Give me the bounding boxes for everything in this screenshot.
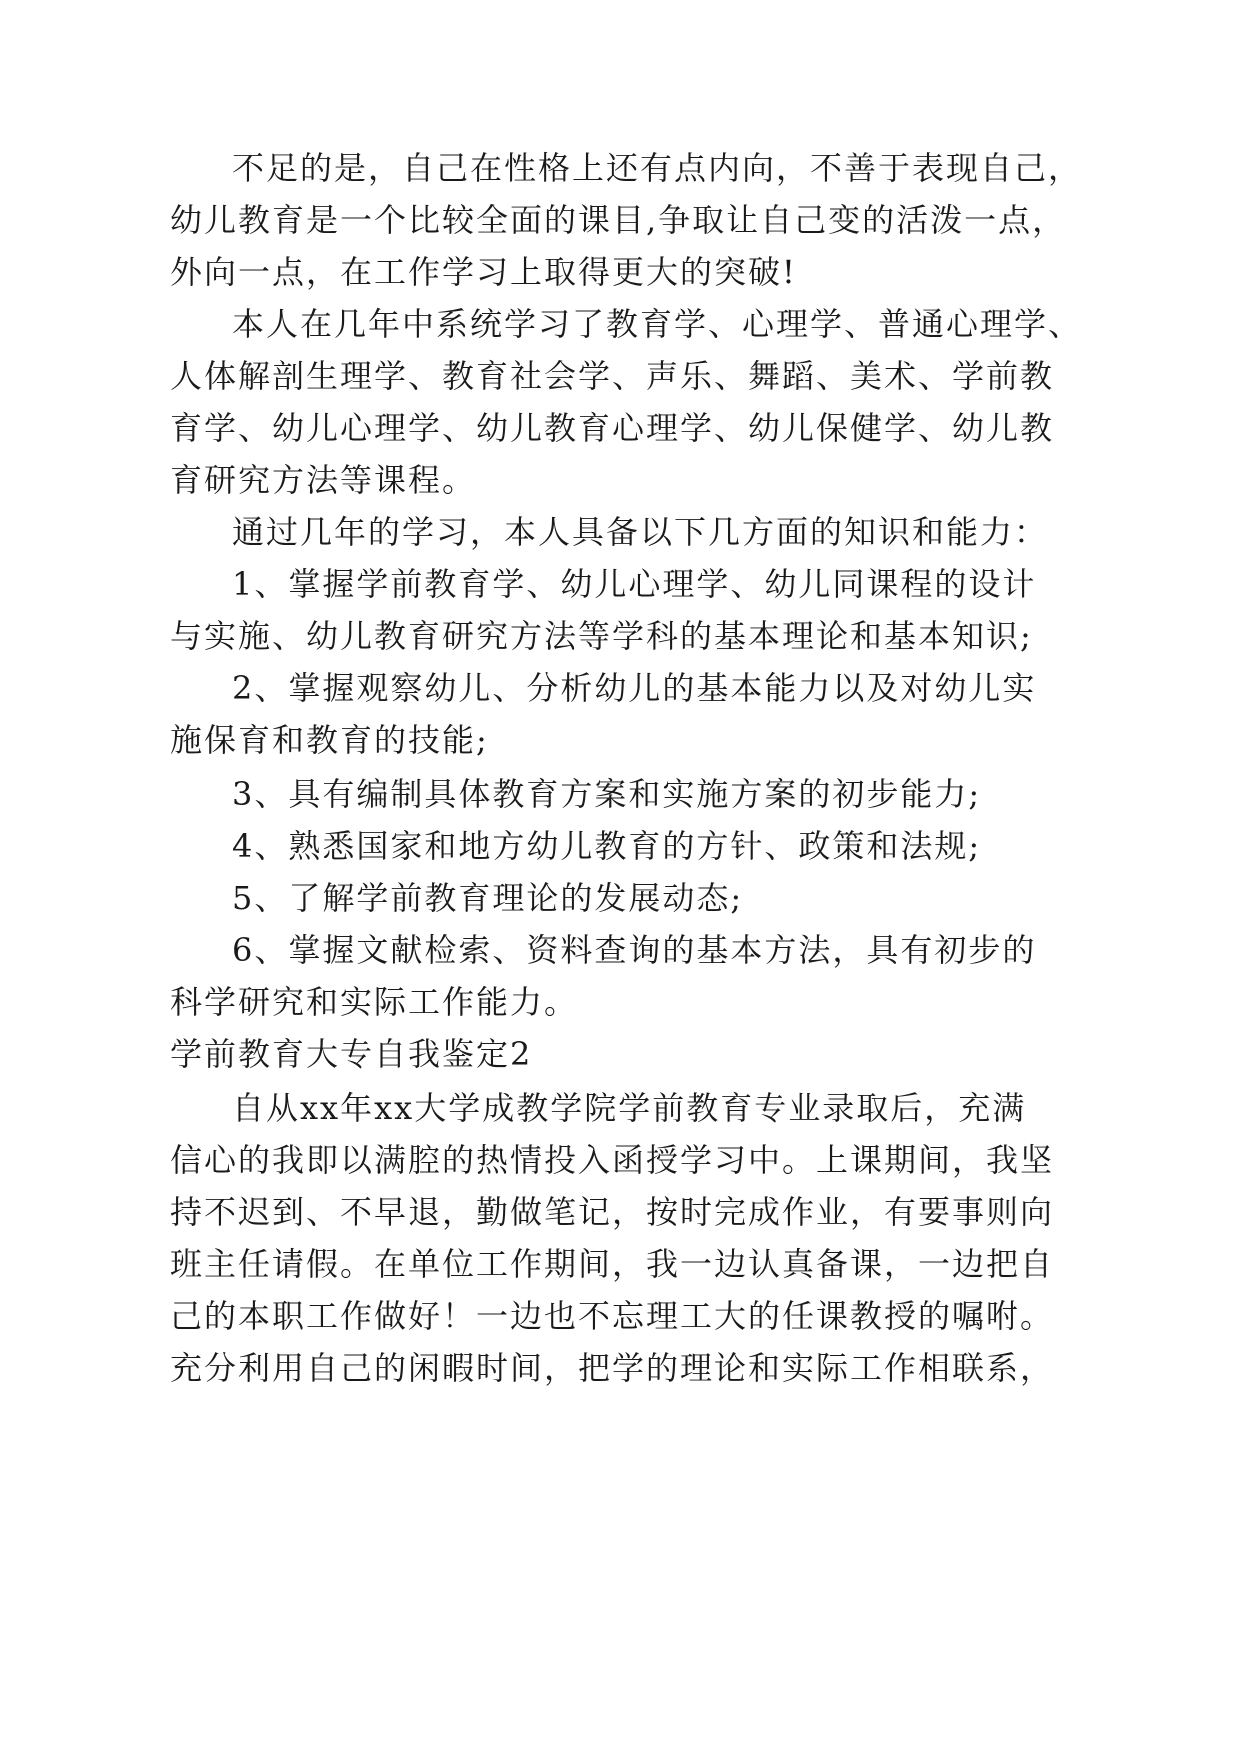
text-line: 外向一点，在工作学习上取得更大的突破! xyxy=(170,253,797,291)
text-line: 自从xx年xx大学成教学院学前教育专业录取后，充满 xyxy=(232,1089,1027,1127)
text-line: 己的本职工作做好！一边也不忘理工大的任课教授的嘱咐。 xyxy=(170,1297,1055,1335)
text-line: 通过几年的学习，本人具备以下几方面的知识和能力： xyxy=(232,513,1049,551)
text-line: 班主任请假。在单位工作期间，我一边认真备课，一边把自 xyxy=(170,1245,1055,1283)
text-line: 3、具有编制具体教育方案和实施方案的初步能力; xyxy=(232,775,982,813)
text-line: 施保育和教育的技能; xyxy=(170,721,489,759)
text-line: 4、熟悉国家和地方幼儿教育的方针、政策和法规; xyxy=(232,827,982,865)
text-line: 育学、幼儿心理学、幼儿教育心理学、幼儿保健学、幼儿教 xyxy=(170,409,1055,447)
text-line: 1、掌握学前教育学、幼儿心理学、幼儿同课程的设计 xyxy=(232,565,1037,603)
text-line: 与实施、幼儿教育研究方法等学科的基本理论和基本知识; xyxy=(170,617,1033,655)
text-line: 5、了解学前教育理论的发展动态; xyxy=(232,879,744,917)
text-line: 2、掌握观察幼儿、分析幼儿的基本能力以及对幼儿实 xyxy=(232,669,1037,707)
text-line: 信心的我即以满腔的热情投入函授学习中。上课期间，我坚 xyxy=(170,1141,1055,1179)
text-line: 人体解剖生理学、教育社会学、声乐、舞蹈、美术、学前教 xyxy=(170,357,1055,395)
text-line: 充分利用自己的闲暇时间，把学的理论和实际工作相联系， xyxy=(170,1349,1055,1387)
text-line: 不足的是，自己在性格上还有点内向，不善于表现自己， xyxy=(232,149,1083,187)
text-line: 6、掌握文献检索、资料查询的基本方法，具有初步的 xyxy=(232,931,1037,969)
text-line: 本人在几年中系统学习了教育学、心理学、普通心理学、 xyxy=(232,305,1083,343)
text-line: 科学研究和实际工作能力。 xyxy=(170,983,579,1021)
text-line: 育研究方法等课程。 xyxy=(170,461,477,499)
text-line: 持不迟到、不早退，勤做笔记，按时完成作业，有要事则向 xyxy=(170,1193,1055,1231)
text-line: 幼儿教育是一个比较全面的课目,争取让自己变的活泼一点， xyxy=(170,201,1067,239)
section-heading: 学前教育大专自我鉴定2 xyxy=(170,1035,533,1073)
